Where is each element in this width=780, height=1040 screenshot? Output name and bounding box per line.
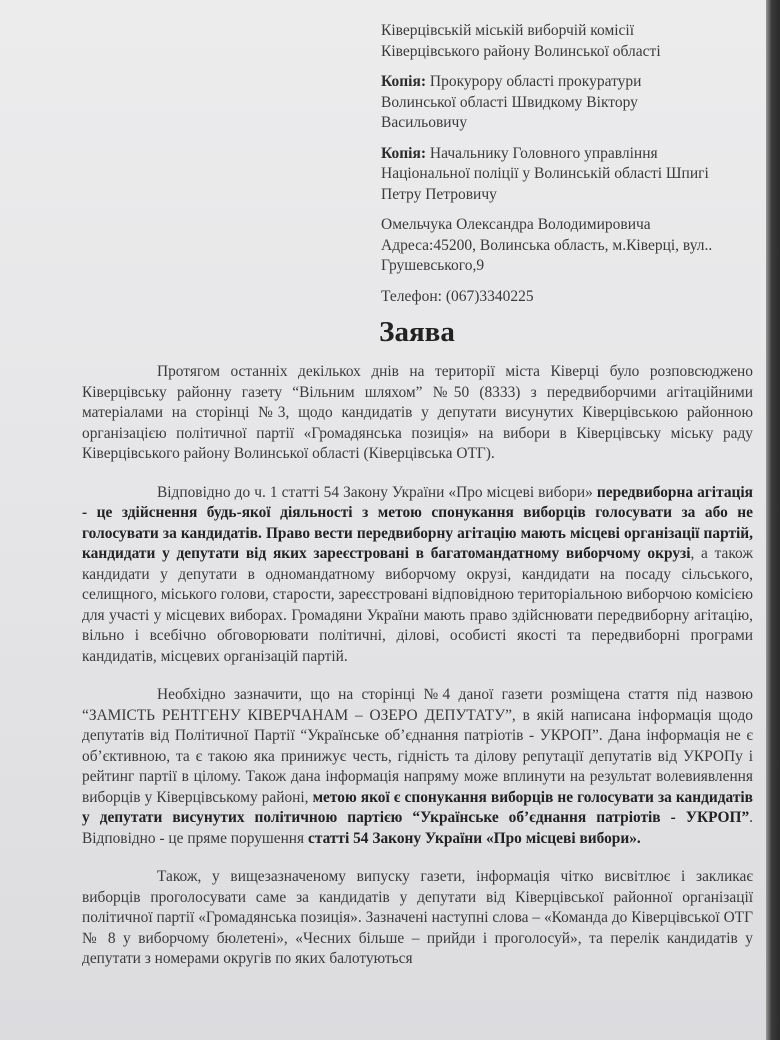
document-body	[82, 362, 753, 988]
recipient-line: Ківерцівського району Волинської області	[381, 42, 661, 60]
sender	[381, 215, 771, 277]
document-title: Заява	[379, 316, 455, 348]
paragraph	[82, 685, 753, 849]
text-run: . Відповідно - це пряме порушення	[82, 809, 753, 847]
bold-text-run: передвиборна агітація - це здійснення будь-якої діяльності з метою спонукання виборців голосувати за або не голосувати за кандидатів. Право вести передвиборну агітацію мають місцеві організації партій, кандидати у депутати від яких зареєстровані в багатомандатному виборчому окрузі	[82, 483, 753, 562]
sender-name: Омельчука Олександра Володимировича	[381, 216, 651, 233]
text-run: Протягом останніх декількох днів на території міста Ківерці було розповсюджено Ківерцівську районну газету “Вільним шляхом” №50 (8333) з передвиборчими агітаційними матеріалами на сторінці №3, щодо кандидатів у депутати висунутих Ківерцівською районною організацією політичної партії «Громадянська позиція» на вибори в Ківерцівську міську раду Ківерцівського району Волинської області (Ківерцівська ОТГ).	[82, 363, 753, 462]
copy-line: Національної поліції у Волинській області Шпигі	[381, 165, 709, 182]
copy-label: Копія:	[381, 73, 427, 90]
bold-text-run: метою якої є спонукання виборців не голосувати за кандидатів у депутати висунутих політичною партією “Українське об’єднання патріотів - УКРОП”	[82, 788, 753, 826]
text-run: Необхідно зазначити, що на сторінці №4 даної газети розміщена стаття під назвою “ЗАМІСТЬ РЕНТГЕНУ КІВЕРЧАНАМ – ОЗЕРО ДЕПУТАТУ”, в якій написана інформація щодо депутатів від Політичної Партії “Українське об’єднання патріотів - УКРОП”. Дана інформація не є об’єктивною, та є такою яка принижує честь, гідність та ділову репутації депутатів від УКРОПу і рейтинг партії в цілому. Також дана інформація напряму може вплинути на результат волевиявлення виборців у Ківерцівському районі,	[82, 686, 753, 806]
copy-prosecutor	[381, 72, 771, 134]
copy-line: Прокурору області прокуратури	[429, 73, 642, 90]
recipient-line: Ківерцівській міській виборчій комісії	[381, 22, 635, 39]
copy-label: Копія:	[381, 144, 427, 162]
paragraph	[82, 362, 753, 465]
text-run: Відповідно до ч. 1 статті 54 Закону України «Про місцеві вибори»	[157, 483, 597, 501]
paragraph	[82, 867, 753, 970]
copy-line: Васильовичу	[381, 114, 468, 131]
sender-phone: Телефон: (067)3340225	[381, 287, 534, 305]
paragraph	[82, 483, 753, 668]
bold-text-run: статті 54 Закону України «Про місцеві вибори».	[307, 829, 641, 847]
recipient	[381, 21, 771, 62]
copy-line: Петру Петровичу	[381, 185, 497, 203]
copy-line: Волинської області Швидкому Віктору	[381, 93, 638, 111]
text-run: , а також кандидати у депутати в одномандатному виборчому окрузі, кандидати на посаду сільського, селищного, міського голови, старости, зареєстровані відповідною територіальною виборчою комісією для участі у місцевих виборах. Громадяни України мають право здійснювати передвиборну агітацію, вільно і всебічно обговорювати політичні, ділові, особисті якості та передвиборні програми кандидатів, місцевих організацій партій.	[82, 545, 753, 665]
sender-address: Грушевського,9	[381, 257, 485, 274]
text-run: Також, у вищезазначеному випуску газети, інформація чітко висвітлює і закликає виборців проголосувати саме за кандидатів у депутати від Ківерцівської районної організації політичної партії «Громадянська позиція». Зазначені наступні слова – «Команда до Ківерцівської ОТГ № 8 у виборчому бюлетені», «Чесних більше – прийди і проголосуй», та перелік кандидатів у депутати з номерами округів по яких балотуються	[82, 868, 753, 967]
copy-police	[381, 144, 771, 206]
addressee-block	[381, 21, 771, 317]
sender-address: Адреса:45200, Волинська область, м.Ківерці, вул..	[381, 236, 713, 254]
copy-line: Начальнику Головного управління	[429, 144, 658, 162]
